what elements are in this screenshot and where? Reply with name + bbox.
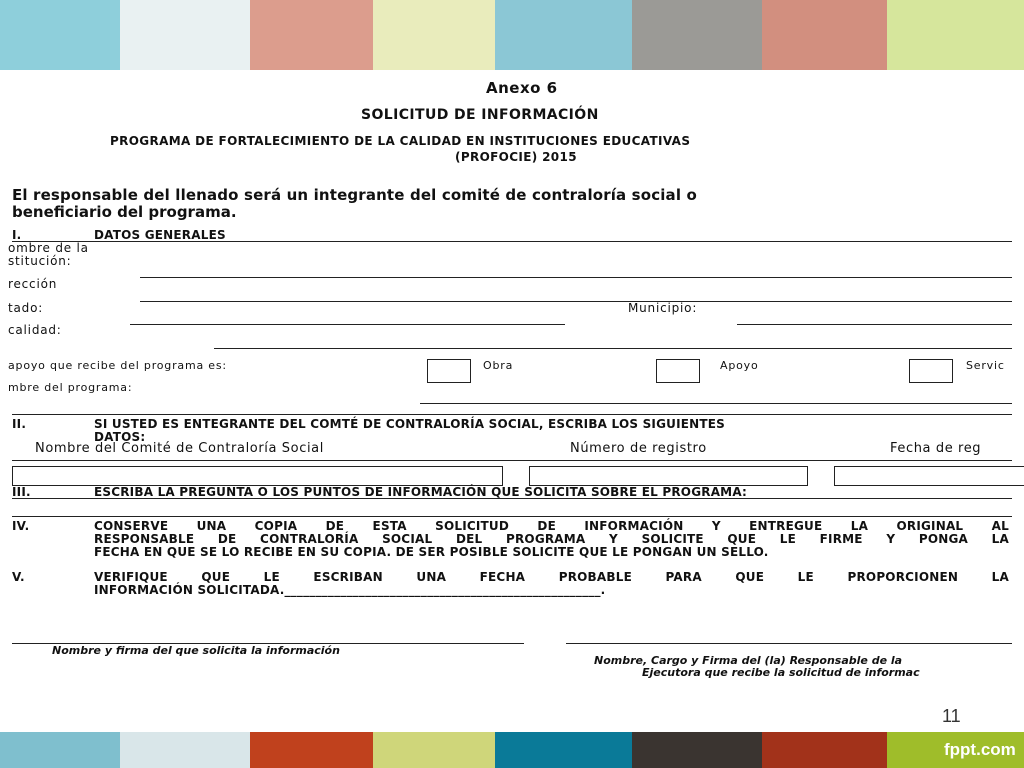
- question-field-line[interactable]: [12, 516, 1012, 517]
- responsible-signature-line[interactable]: [566, 643, 1012, 644]
- registry-number-header: Número de registro: [570, 441, 707, 456]
- section-4-line-2: RESPONSABLE DE CONTRALORÍA SOCIAL DEL PROGRAMA Y SOLICITE QUE LE FIRME Y PONGA LA: [94, 532, 1009, 546]
- program-name-label: mbre del programa:: [8, 381, 133, 394]
- section-2-title-line-1: SI USTED ES ENTEGRANTE DEL COMTÉ DE CONTRALORÍA SOCIAL, ESCRIBA LOS SIGUIENTES: [94, 417, 726, 431]
- state-field-line[interactable]: [130, 324, 565, 325]
- section-4-number: IV.: [12, 519, 30, 533]
- section-5-number: V.: [12, 570, 25, 584]
- instruction-line-1: El responsable del llenado será un integrante del comité de contraloría social o: [12, 186, 697, 204]
- top-color-bar: [0, 0, 1024, 70]
- bottom-color-block-3: [250, 732, 373, 768]
- registry-number-field[interactable]: [529, 466, 808, 486]
- bottom-color-block-1: [0, 732, 120, 768]
- responsible-signature-caption-line-2: Ejecutora que recibe la solicitud de informac: [642, 666, 920, 679]
- program-name-line-2: (PROFOCIE) 2015: [455, 150, 577, 164]
- section-1-title: DATOS GENERALES: [94, 228, 226, 242]
- committee-name-field[interactable]: [12, 466, 503, 486]
- address-field-line[interactable]: [140, 301, 1012, 302]
- committee-name-header: Nombre del Comité de Contraloría Social: [35, 441, 324, 456]
- annex-label: Anexo 6: [486, 79, 558, 97]
- section-1-rule: [12, 241, 1012, 242]
- top-color-block-5: [495, 0, 632, 70]
- section-1-bottom-rule: [12, 414, 1012, 415]
- servicio-checkbox[interactable]: [909, 359, 953, 383]
- top-color-block-8: [887, 0, 1024, 70]
- responsible-signature-caption-line-1: Nombre, Cargo y Firma del (la) Responsable de la: [594, 654, 903, 667]
- address-label: rección: [8, 277, 58, 291]
- section-2-header-rule: [12, 460, 1012, 461]
- state-label: tado:: [8, 301, 44, 315]
- top-color-block-1: [0, 0, 120, 70]
- top-color-block-3: [250, 0, 373, 70]
- section-4-line-3: FECHA EN QUE SE LO RECIBE EN SU COPIA. DE SER POSIBLE SOLICITE QUE LE PONGAN UN SELLO.: [94, 545, 769, 559]
- obra-option-label: Obra: [483, 359, 514, 372]
- institution-label-1: ombre de la: [8, 241, 89, 255]
- section-1-number: I.: [12, 228, 22, 242]
- bottom-color-block-5: [495, 732, 632, 768]
- slide-page-number: 11: [942, 706, 961, 726]
- institution-label-2: stitución:: [8, 254, 72, 268]
- section-3-text: ESCRIBA LA PREGUNTA O LOS PUNTOS DE INFORMACIÓN QUE SOLICITA SOBRE EL PROGRAMA:: [94, 485, 748, 499]
- municipality-field-line[interactable]: [737, 324, 1012, 325]
- bottom-color-block-6: [632, 732, 762, 768]
- request-form-document: [0, 70, 1024, 732]
- bottom-color-block-7: [762, 732, 887, 768]
- section-5-line-1: VERIFIQUE QUE LE ESCRIBAN UNA FECHA PROBABLE PARA QUE LE PROPORCIONEN LA: [94, 570, 1009, 584]
- bottom-color-block-4: [373, 732, 495, 768]
- section-3-rule: [12, 498, 1012, 499]
- form-title: SOLICITUD DE INFORMACIÓN: [361, 107, 599, 123]
- brand-label: fppt.com: [944, 740, 1016, 759]
- program-name-line-1: PROGRAMA DE FORTALECIMIENTO DE LA CALIDAD EN INSTITUCIONES EDUCATIVAS: [110, 134, 691, 148]
- section-3-number: III.: [12, 485, 31, 499]
- top-color-block-2: [120, 0, 250, 70]
- top-color-block-7: [762, 0, 887, 70]
- locality-field-line[interactable]: [214, 348, 1012, 349]
- instruction-line-2: beneficiario del programa.: [12, 203, 237, 221]
- apoyo-checkbox[interactable]: [656, 359, 700, 383]
- top-color-block-6: [632, 0, 762, 70]
- top-color-block-4: [373, 0, 495, 70]
- institution-field-line[interactable]: [140, 277, 1012, 278]
- section-4-line-1: CONSERVE UNA COPIA DE ESTA SOLICITUD DE INFORMACIÓN Y ENTREGUE LA ORIGINAL AL: [94, 519, 1009, 533]
- registration-date-field[interactable]: [834, 466, 1024, 486]
- locality-label: calidad:: [8, 323, 62, 337]
- municipality-label: Municipio:: [628, 301, 698, 315]
- program-name-field-line[interactable]: [420, 403, 1012, 404]
- bottom-color-block-2: [120, 732, 250, 768]
- section-2-number: II.: [12, 417, 27, 431]
- support-type-question: apoyo que recibe del programa es:: [8, 359, 227, 372]
- bottom-color-bar: [0, 732, 1024, 768]
- section-5-line-2: INFORMACIÓN SOLICITADA.___________________________________________________.: [94, 583, 606, 597]
- apoyo-option-label: Apoyo: [720, 359, 759, 372]
- registration-date-header: Fecha de reg: [890, 441, 982, 456]
- servicio-option-label: Servic: [966, 359, 1005, 372]
- requester-signature-caption: Nombre y firma del que solicita la información: [52, 644, 340, 657]
- obra-checkbox[interactable]: [427, 359, 471, 383]
- section-2-title-line-2: DATOS:: [94, 430, 146, 444]
